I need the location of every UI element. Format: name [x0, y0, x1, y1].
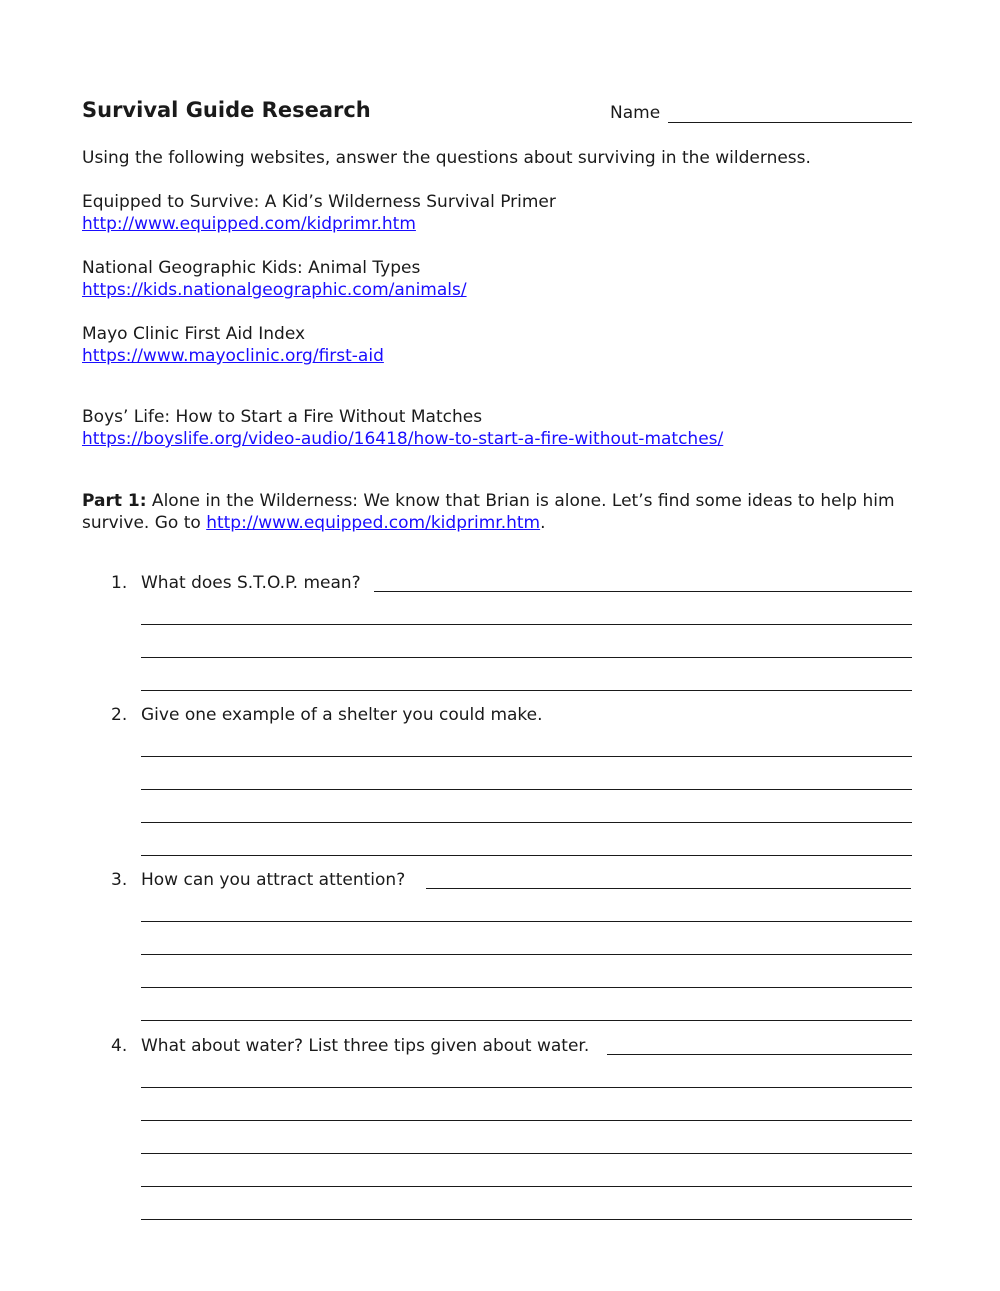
question-4-text: What about water? List three tips given about water.: [141, 1036, 590, 1056]
question-4-answer-line[interactable]: [141, 1087, 912, 1088]
question-1-answer-line[interactable]: [141, 690, 912, 691]
question-4-answer-line[interactable]: [141, 1219, 912, 1220]
question-2-answer-line[interactable]: [141, 756, 912, 757]
question-1-text: What does S.T.O.P. mean?: [141, 573, 361, 593]
question-2-answer-line[interactable]: [141, 822, 912, 823]
part1-text: Alone in the Wilderness: We know that Brian is alone. Let’s find some ideas to help him survive. Go to: [82, 491, 895, 533]
question-2-answer-line[interactable]: [141, 789, 912, 790]
question-3-answer-line[interactable]: [141, 954, 912, 955]
intro-text: Using the following websites, answer the questions about surviving in the wilderness.: [82, 148, 811, 168]
question-4-answer-line[interactable]: [607, 1054, 912, 1055]
resource-title-boyslife: Boys’ Life: How to Start a Fire Without Matches: [82, 407, 483, 427]
part1-instructions: [82, 490, 912, 534]
question-3-answer-line[interactable]: [141, 987, 912, 988]
part1-label: Part 1:: [82, 491, 147, 511]
question-4-answer-line[interactable]: [141, 1186, 912, 1187]
question-3-answer-line[interactable]: [141, 921, 912, 922]
part1-period: .: [540, 513, 546, 533]
question-2-number: 2.: [111, 705, 128, 725]
question-2-text: Give one example of a shelter you could make.: [141, 705, 543, 725]
worksheet-title: Survival Guide Research: [82, 98, 371, 122]
question-1-answer-line[interactable]: [141, 624, 912, 625]
question-3-number: 3.: [111, 870, 128, 890]
question-2-answer-line[interactable]: [141, 855, 912, 856]
name-field-line[interactable]: [668, 122, 912, 123]
question-1-number: 1.: [111, 573, 128, 593]
resource-link-natgeo[interactable]: https://kids.nationalgeographic.com/animals/: [82, 280, 467, 300]
resource-title-equipped: Equipped to Survive: A Kid’s Wilderness Survival Primer: [82, 192, 556, 212]
question-4-answer-line[interactable]: [141, 1153, 912, 1154]
question-3-text: How can you attract attention?: [141, 870, 406, 890]
resource-title-natgeo: National Geographic Kids: Animal Types: [82, 258, 421, 278]
question-4-answer-line[interactable]: [141, 1120, 912, 1121]
question-1-answer-line[interactable]: [141, 657, 912, 658]
question-1-answer-line[interactable]: [374, 591, 912, 592]
resource-title-mayo: Mayo Clinic First Aid Index: [82, 324, 306, 344]
question-3-answer-line[interactable]: [141, 1020, 912, 1021]
name-label: Name: [610, 103, 661, 123]
resource-link-equipped[interactable]: http://www.equipped.com/kidprimr.htm: [82, 214, 416, 234]
resource-link-boyslife[interactable]: https://boyslife.org/video-audio/16418/how-to-start-a-fire-without-matches/: [82, 429, 724, 449]
part1-link[interactable]: http://www.equipped.com/kidprimr.htm: [206, 513, 541, 533]
question-4-number: 4.: [111, 1036, 128, 1056]
resource-link-mayo[interactable]: https://www.mayoclinic.org/first-aid: [82, 346, 384, 366]
question-3-answer-line[interactable]: [426, 888, 911, 889]
